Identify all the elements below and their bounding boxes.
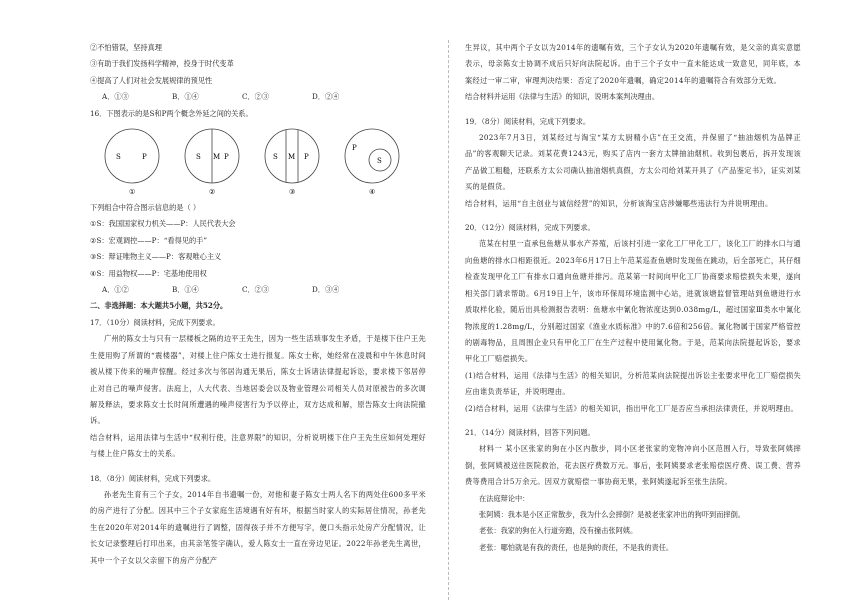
q18-task: 结合材料并运用《法律与生活》的知识，说明本案判决理由。 (465, 92, 660, 102)
q16-question: 下列组合中符合图示信息的是（ ） (90, 203, 201, 213)
q18-material: 孙老先生育有三个子女，2014年自书遗嘱一份，对他和妻子陈女士两人名下的两处住600多平米的房产进行了分配。因其中三个子女家庭生活境遇有好有坏，根据当时家人的实际居住情况，孙老先生在2020年对2014年的遗嘱进行了调整，固得孩子并不方便写字，便口头指示处房产分配情况，让长女记录整理后打印出来，由其亲笔签字确认，爱人陈女士一直在旁边见证。2022年孙老先生离世，其中一个子女以父亲留下的房产分配产 (90, 489, 426, 565)
left-column (90, 40, 426, 569)
q15-option-4: ④提高了人们对社会发展规律的预见性 (90, 75, 213, 85)
q16-item-1: ①S：我国国家权力机关——P：人民代表大会 (90, 219, 236, 229)
q16-choice-a[interactable]: A．①② (102, 285, 129, 295)
q20-material: 范某在村里一直承包鱼塘从事水产养殖，后该村引进一家化工厂甲化工厂，该化工厂的排水口与通向鱼塘的排水口相距很近。2023年6月17日上午范某巡查鱼塘时发现鱼在跳动，后全部死亡，其仔细检查发现甲化工厂有排水口通向鱼塘并排污。范某第一时间向甲化工厂协商要求赔偿损失未果，遂向相关部门请求帮助。6月19日上午，该市环保局环境监测中心站，进就该塘监督管理站到鱼塘进行水质取样化验，随后出具检测报告表明：鱼塘水中氰化物浓度达到0.038mg/L，超过国家Ⅲ类水中氰化物浓度的1.28mg/L，分别超过国家《渔业水质标准》中的7.6倍和256倍。氰化物属于国家严格管控的剧毒物品，且周围企业只有甲化工厂在生产过程中使用氰化物。于是，范某向法院提起诉讼，要求甲化工厂赔偿损失。 (465, 239, 801, 364)
q16-choices (90, 282, 426, 298)
q21-court-intro: 在法庭辩论中： (479, 493, 530, 503)
q16-choice-b[interactable]: B．①④ (172, 285, 199, 295)
q21-dialog-3: 老张：哪怕就是有我的责任，也是狗的责任，不是我的责任。 (479, 542, 674, 552)
q21-dialog-1: 张阿姨：我本是小区正常散步，我为什么会摔倒？是被老张家冲出的狗吓到而摔倒。 (479, 509, 745, 519)
section-title: 二、非选择题：本大题共5小题，共52分。 (90, 301, 228, 311)
right-column (465, 40, 801, 556)
q16-stem: 16．下图表示的是S和P两个概念外延之间的关系。 (90, 108, 253, 118)
q19-head: 19．（8分）阅读材料，完成下列要求。 (465, 116, 591, 126)
q21-material: 材料一 某小区张家的狗在小区内散步，同小区老张家的宠物冲向小区范围入行，导致张阿姨摔倒，张阿姨被送往医院救治，花去医疗费数万元。事后，张阿姨要求老张赔偿医疗费、误工费、营养费等费用合计5万余元。因双方就赔偿一事协商无果，张阿姨遂起诉至张生法院。 (465, 444, 801, 487)
venn-1-label-s: S (116, 153, 121, 162)
venn-2-caption: ② (209, 188, 216, 197)
venn-3-label-p: P (304, 153, 309, 162)
column-divider (448, 40, 449, 600)
venn-4-label-s: S (377, 157, 382, 166)
q15-choice-b[interactable]: B．①④ (172, 92, 199, 102)
q15-option-2: ②不怕错误，坚持真理 (90, 43, 162, 52)
q15-choice-d[interactable]: D．②④ (312, 92, 340, 102)
q21-dialog-2: 老张：我家的狗在入行道旁跑，没有撞击张阿姨。 (479, 526, 638, 536)
q20-task-2: (2)结合材料，运用《法律与生活》的相关知识，指出甲化工厂是否应当承担法律责任，并说明理由。 (465, 403, 799, 413)
venn-diagram-2 (182, 126, 242, 198)
q18-material-cont: 生异议，其中两个子女以为2014年的遗嘱有效，三个子女认为2020年遗嘱有效，是父亲的真实意愿表示，母亲陈女士协调不成后只好向法院起诉。由于三个子女中一直未能达成一致意见，同年底，本案经过一审二审，审理判决结果：否定了2020年遗嘱，确定2014年的遗嘱符合有效部分无效。 (465, 43, 801, 85)
venn-2-label-p: P (224, 153, 229, 162)
q15-choice-c[interactable]: C．②③ (242, 92, 270, 102)
q15-choice-a[interactable]: A．①③ (102, 92, 129, 102)
q21-head: 21．（14分）阅读材料，回答下列问题。 (465, 427, 595, 437)
q19-material: 2023年7月3日，刘某经过与淘宝“某方太厨精小店”在王交流，并保留了“抽油烟机为品牌正品”的客观聊天记录。刘某花费1243元，购买了店内一套方太牌抽油烟机。收到包裹后，拆开发现该产品做工粗糙，还联系方太公司确认抽油烟机真假，方太公司给刘某开具了《产品鉴定书》，证实刘某买的是假货。 (465, 133, 801, 192)
q16-item-4: ④S：用益物权——P：宅基地使用权 (90, 268, 207, 278)
q16-choice-c[interactable]: C．②③ (242, 285, 270, 295)
q18-head: 18．（8分）阅读材料，完成下列要求。 (90, 473, 216, 483)
venn-4-label-p: P (352, 144, 357, 153)
q16-item-2: ②S：宏观调控——P：“看得见的手” (90, 235, 207, 245)
q19-task: 结合材料，运用“自主创业与诚信经营”的知识，分析该淘宝店涉嫌哪些违法行为并说明理由。 (465, 198, 773, 208)
q16-choice-d[interactable]: D．③④ (312, 285, 340, 295)
venn-3-label-m: M (288, 153, 296, 162)
q15-option-3: ③有助于我们发扬科学精神，投身于时代变革 (90, 59, 234, 69)
q20-task-1: (1)结合材料，运用《法律与生活》的相关知识，分析范某向法院提出诉讼主张要求甲化工厂赔偿损失应由谁负责举证，并说明理由。 (465, 370, 801, 397)
venn-3-caption: ③ (289, 188, 296, 197)
venn-1-caption: ① (129, 188, 136, 197)
q16-diagrams (102, 126, 426, 198)
q17-material: 广州的陈女士与只有一层楼板之隔的边平王先生，因为一些生活琐事发生矛盾，于是楼下住户王先生使用购了所谓的“震楼器”，对楼上住户陈女士进行报复。陈女士称，她经常在凌晨和中午休息时间被从楼下传来的噪声惊醒。经过多次与邻居沟通无果后，陈女士诉诸法律提起诉讼，要求楼下邻居停止对自己的噪声侵害。法庭上，人大代表、当地居委会以及物业管理公司相关人员对原被告的多次调解及释法，要求陈女士长时间所遭遇的噪声侵害行为予以停止，双方达成和解，原告陈女士向法院撤诉。 (90, 334, 426, 426)
venn-diagram-1 (102, 126, 162, 198)
venn-diagram-4 (342, 126, 402, 198)
venn-1-label-p: P (142, 153, 147, 162)
venn-3-label-s: S (273, 153, 278, 162)
q17-head: 17．（10分）阅读材料，完成下列要求。 (90, 317, 220, 327)
venn-diagram-3 (262, 126, 322, 198)
q17-task: 结合材料，运用法律与生活中“权利行使，注意界限”的知识，分析说明楼下住户王先生应如何处理好与楼上住户陈女士的关系。 (90, 432, 426, 459)
q16-item-3: ③S：辩证唯物主义——P：客观唯心主义 (90, 252, 222, 262)
q20-head: 20．（12分）阅读材料，完成下列要求。 (465, 223, 595, 233)
venn-4-caption: ④ (369, 188, 376, 197)
q15-choices (90, 89, 426, 105)
venn-2-label-s: S (196, 153, 201, 162)
venn-2-label-m: M (213, 153, 221, 162)
